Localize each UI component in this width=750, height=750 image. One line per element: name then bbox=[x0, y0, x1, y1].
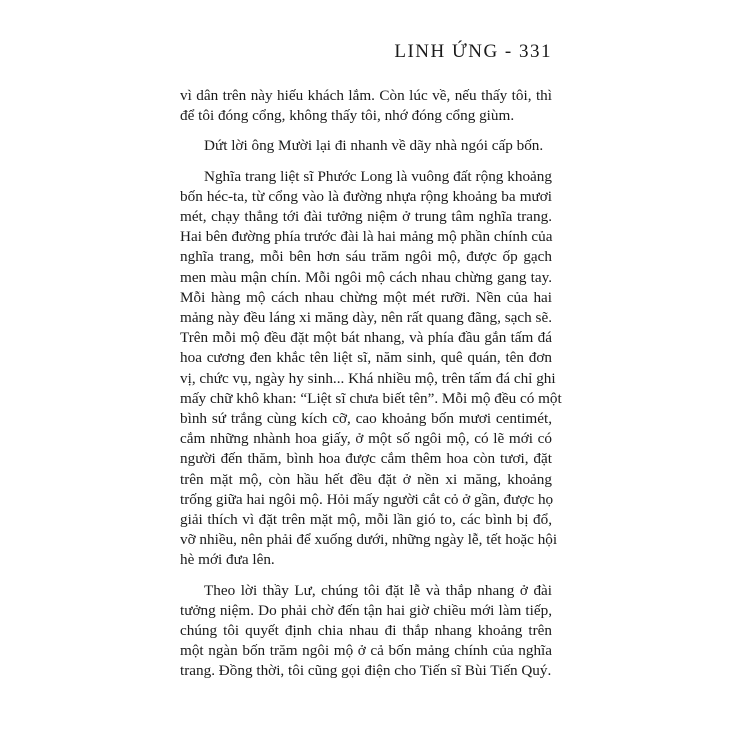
text-line: một ngàn bốn trăm ngôi mộ ở cả bốn mảng chính của nghĩa bbox=[180, 642, 552, 660]
text-line: vị, chức vụ, ngày hy sinh... Khá nhiều mộ, trên tấm đá chỉ ghi bbox=[180, 369, 556, 387]
text-line: vì dân trên này hiếu khách lắm. Còn lúc về, nếu thấy tôi, thì bbox=[180, 87, 552, 104]
text-line: Theo lời thầy Lư, chúng tôi đặt lễ và thắp nhang ở đài bbox=[204, 581, 552, 599]
text-line: trang. Đồng thời, tôi cũng gọi điện cho Tiến sĩ Bùi Tiến Quý. bbox=[180, 662, 552, 680]
page-number: 331 bbox=[519, 41, 552, 62]
text-line: Hai bên đường phía trước đài là hai mảng mộ phần chính của bbox=[180, 228, 553, 246]
text-line: cắm những nhành hoa giấy, ở một số ngôi mộ, có lẽ mới có bbox=[180, 430, 552, 448]
text-line: Mỗi hàng mộ cách nhau chừng một mét rưỡi. Nền của hai bbox=[180, 288, 552, 306]
text-line: hè mới đưa lên. bbox=[180, 551, 275, 569]
text-line: bốn héc-ta, từ cổng vào là đường nhựa rộng khoảng ba mươi bbox=[180, 187, 552, 205]
text-line: vỡ nhiều, nên phải để xuống dưới, những ngày lễ, tết hoặc hội bbox=[180, 531, 558, 549]
text-line: Trên mỗi mộ đều đặt một bát nhang, và phía đầu gắn tấm đá bbox=[180, 329, 552, 347]
text-line: nghĩa trang, mỗi bên hơn sáu trăm ngôi mộ, được ốp gạch bbox=[180, 248, 552, 266]
text-line: Nghĩa trang liệt sĩ Phước Long là vuông đất rộng khoảng bbox=[204, 167, 552, 185]
text-line: hoa cương đen khắc tên liệt sĩ, năm sinh, quê quán, tên đơn bbox=[180, 349, 552, 367]
text-line: mấy chữ khô khan: “Liệt sĩ chưa biết tên”. Mỗi mộ đều có một bbox=[180, 389, 562, 407]
paragraph bbox=[180, 167, 562, 571]
book-title: LINH ỨNG bbox=[394, 41, 499, 62]
paragraph bbox=[180, 581, 552, 682]
text-line: người đến thăm, bình hoa được cắm thêm hoa còn tươi, đặt bbox=[180, 450, 552, 468]
header-separator: - bbox=[498, 41, 519, 62]
paragraph bbox=[180, 136, 552, 156]
running-head bbox=[394, 41, 552, 63]
text-line: men màu mận chín. Mỗi ngôi mộ cách nhau chừng gang tay. bbox=[180, 268, 552, 286]
text-line: mảng này đều láng xi măng dày, nên rất quang đãng, sạch sẽ. bbox=[180, 309, 552, 327]
text-line: mét, chạy thẳng tới đài tưởng niệm ở trung tâm nghĩa trang. bbox=[180, 208, 552, 226]
text-line: Dứt lời ông Mười lại đi nhanh về dãy nhà ngói cấp bốn. bbox=[204, 137, 544, 155]
body-text bbox=[180, 86, 562, 692]
text-line: tưởng niệm. Do phải chờ đến tận hai giờ chiều mới làm tiếp, bbox=[180, 601, 552, 619]
text-line: trống giữa hai ngôi mộ. Hỏi mấy người cắt cỏ ở gần, được họ bbox=[180, 490, 554, 508]
text-line: giải thích vì đặt trên mặt mộ, mỗi lần gió to, các bình bị đổ, bbox=[180, 511, 552, 529]
text-line: để tôi đóng cổng, không thấy tôi, nhớ đóng cổng giùm. bbox=[180, 107, 515, 125]
text-line: trên mặt mộ, còn hầu hết đều đặt ở nền xi măng, khoảng bbox=[180, 470, 552, 488]
text-line: bình sứ trắng cùng kích cỡ, cao khoảng bốn mươi centimét, bbox=[180, 410, 552, 428]
text-line: chúng tôi quyết định chia nhau đi thắp nhang khoảng trên bbox=[180, 622, 552, 640]
paragraph bbox=[180, 86, 552, 126]
